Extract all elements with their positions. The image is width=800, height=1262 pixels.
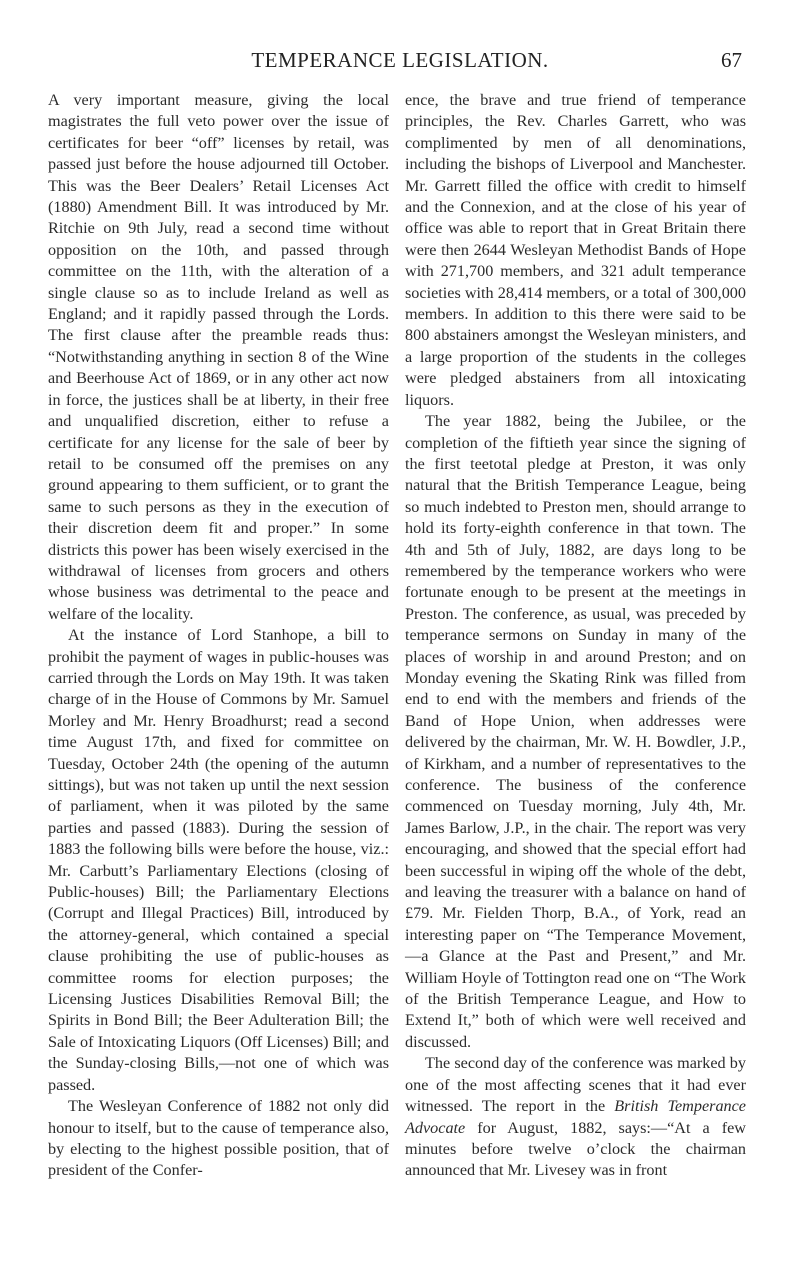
paragraph: The Wesleyan Conference of 1882 not only did honour to itself, but to the cause of temperance also, by electing to the highest possible position, that of president of the Confer- xyxy=(48,1097,389,1180)
paragraph: A very important measure, giving the local magistrates the full veto power over the issue of certificates for beer “off” licenses by retail, was passed just before the house adjourned till October. This was the Beer Dealers’ Retail Licenses Act (1880) Amendment Bill. It was introduced by Mr. Ritchie on 9th July, read a second time without opposition on the 10th, and passed through committee on the 11th, with the alteration of a single clause so as to include Ireland as well as England; and it rapidly passed through the Lords. The first clause after the preamble reads thus: “Notwithstanding anything in section 8 of the Wine and Beerhouse Act of 1869, or in any other act now in force, the justices shall be at liberty, in their free and unqualified discretion, either to refuse a certificate for any license for the sale of beer by retail to be consumed off the premises on any ground appearing to them sufficient, or to grant the same to such persons as they in the execution of their discretion deem fit and proper.” In some districts this power has been wisely exercised in the withdrawal of licenses from grocers and others whose business was detrimental to the peace and welfare of the locality. xyxy=(48,91,389,623)
paragraph: At the instance of Lord Stanhope, a bill to prohibit the payment of wages in public-houses was carried through the Lords on May 19th. It was taken charge of in the House of Commons by Mr. Samuel Morley and Mr. Henry Broadhurst; read a second time August 17th, and fixed for committee on Tuesday, October 24th (the opening of the autumn sittings), but was not taken up until the next session of parliament, when it was piloted by the same parties and passed (1883). During the session of 1883 the following bills were before the house, viz.: Mr. Carbutt’s Parliamentary Elections (closing of Public-houses) Bill; the Parliamentary Elections (Corrupt and Illegal Practices) Bill, introduced by the attorney-general, which contained a special clause prohibiting the use of public-houses as committee rooms for election purposes; the Licensing Justices Disabilities Removal Bill; the Spirits in Bond Bill; the Beer Adulteration Bill; the Sale of Intoxicating Liquors (Off Licenses) Bill; and the Sunday-closing Bills,—not one of which was passed. xyxy=(48,626,389,1094)
publication-title: British Temperance Advocate xyxy=(405,1097,746,1137)
right-column xyxy=(405,90,746,1182)
paragraph: The year 1882, being the Jubilee, or the completion of the fiftieth year since the signing of the first teetotal pledge at Preston, it was only natural that the British Temperance League, being so much indebted to Preston men, should arrange to hold its forty-eighth conference in that town. The 4th and 5th of July, 1882, are days long to be remembered by the temperance workers who were fortunate enough to be present at the meetings in Preston. The conference, as usual, was preceded by temperance sermons on Sunday in many of the places of worship in and around Preston; and on Monday evening the Skating Rink was filled from end to end with the members and friends of the Band of Hope Union, when addresses were delivered by the chairman, Mr. W. H. Bowdler, J.P., of Kirkham, and a number of representatives to the conference. The business of the conference commenced on Tuesday morning, July 4th, Mr. James Barlow, J.P., in the chair. The report was very encouraging, and showed that the special effort had been successful in wiping off the whole of the debt, and leaving the treasurer with a balance on hand of £79. Mr. Fielden Thorp, B.A., of York, read an interesting paper on “The Temperance Movement,—a Glance at the Past and Present,” and Mr. William Hoyle of Tottington read one on “The Work of the British Temperance League, and How to Extend It,” both of which were well received and discussed. xyxy=(405,412,746,1051)
paragraph-text: The second day of the conference was marked by one of the most affecting scenes that it had ever witnessed. The report in the xyxy=(405,1054,746,1116)
left-column xyxy=(48,90,389,1182)
paragraph xyxy=(405,1053,746,1181)
page-number: 67 xyxy=(721,48,742,72)
page-header xyxy=(0,48,800,78)
paragraph-text: for August, 1882, says:—“At a few minutes before twelve o’clock the chairman announced that Mr. Livesey was in front xyxy=(405,1118,746,1180)
running-title: TEMPERANCE LEGISLATION. xyxy=(251,48,549,72)
paragraph: ence, the brave and true friend of temperance principles, the Rev. Charles Garrett, who was complimented by men of all denominations, including the bishops of Liverpool and Manchester. Mr. Garrett filled the office with credit to himself and the Connexion, and at the close of his year of office was able to report that in Great Britain there were then 2644 Wesleyan Methodist Bands of Hope with 271,700 members, and 321 adult temperance societies with 28,414 members, or a total of 300,000 members. In addition to this there were said to be 800 abstainers amongst the Wesleyan ministers, and a large proportion of the students in the colleges were pledged abstainers from all intoxicating liquors. xyxy=(405,91,746,409)
